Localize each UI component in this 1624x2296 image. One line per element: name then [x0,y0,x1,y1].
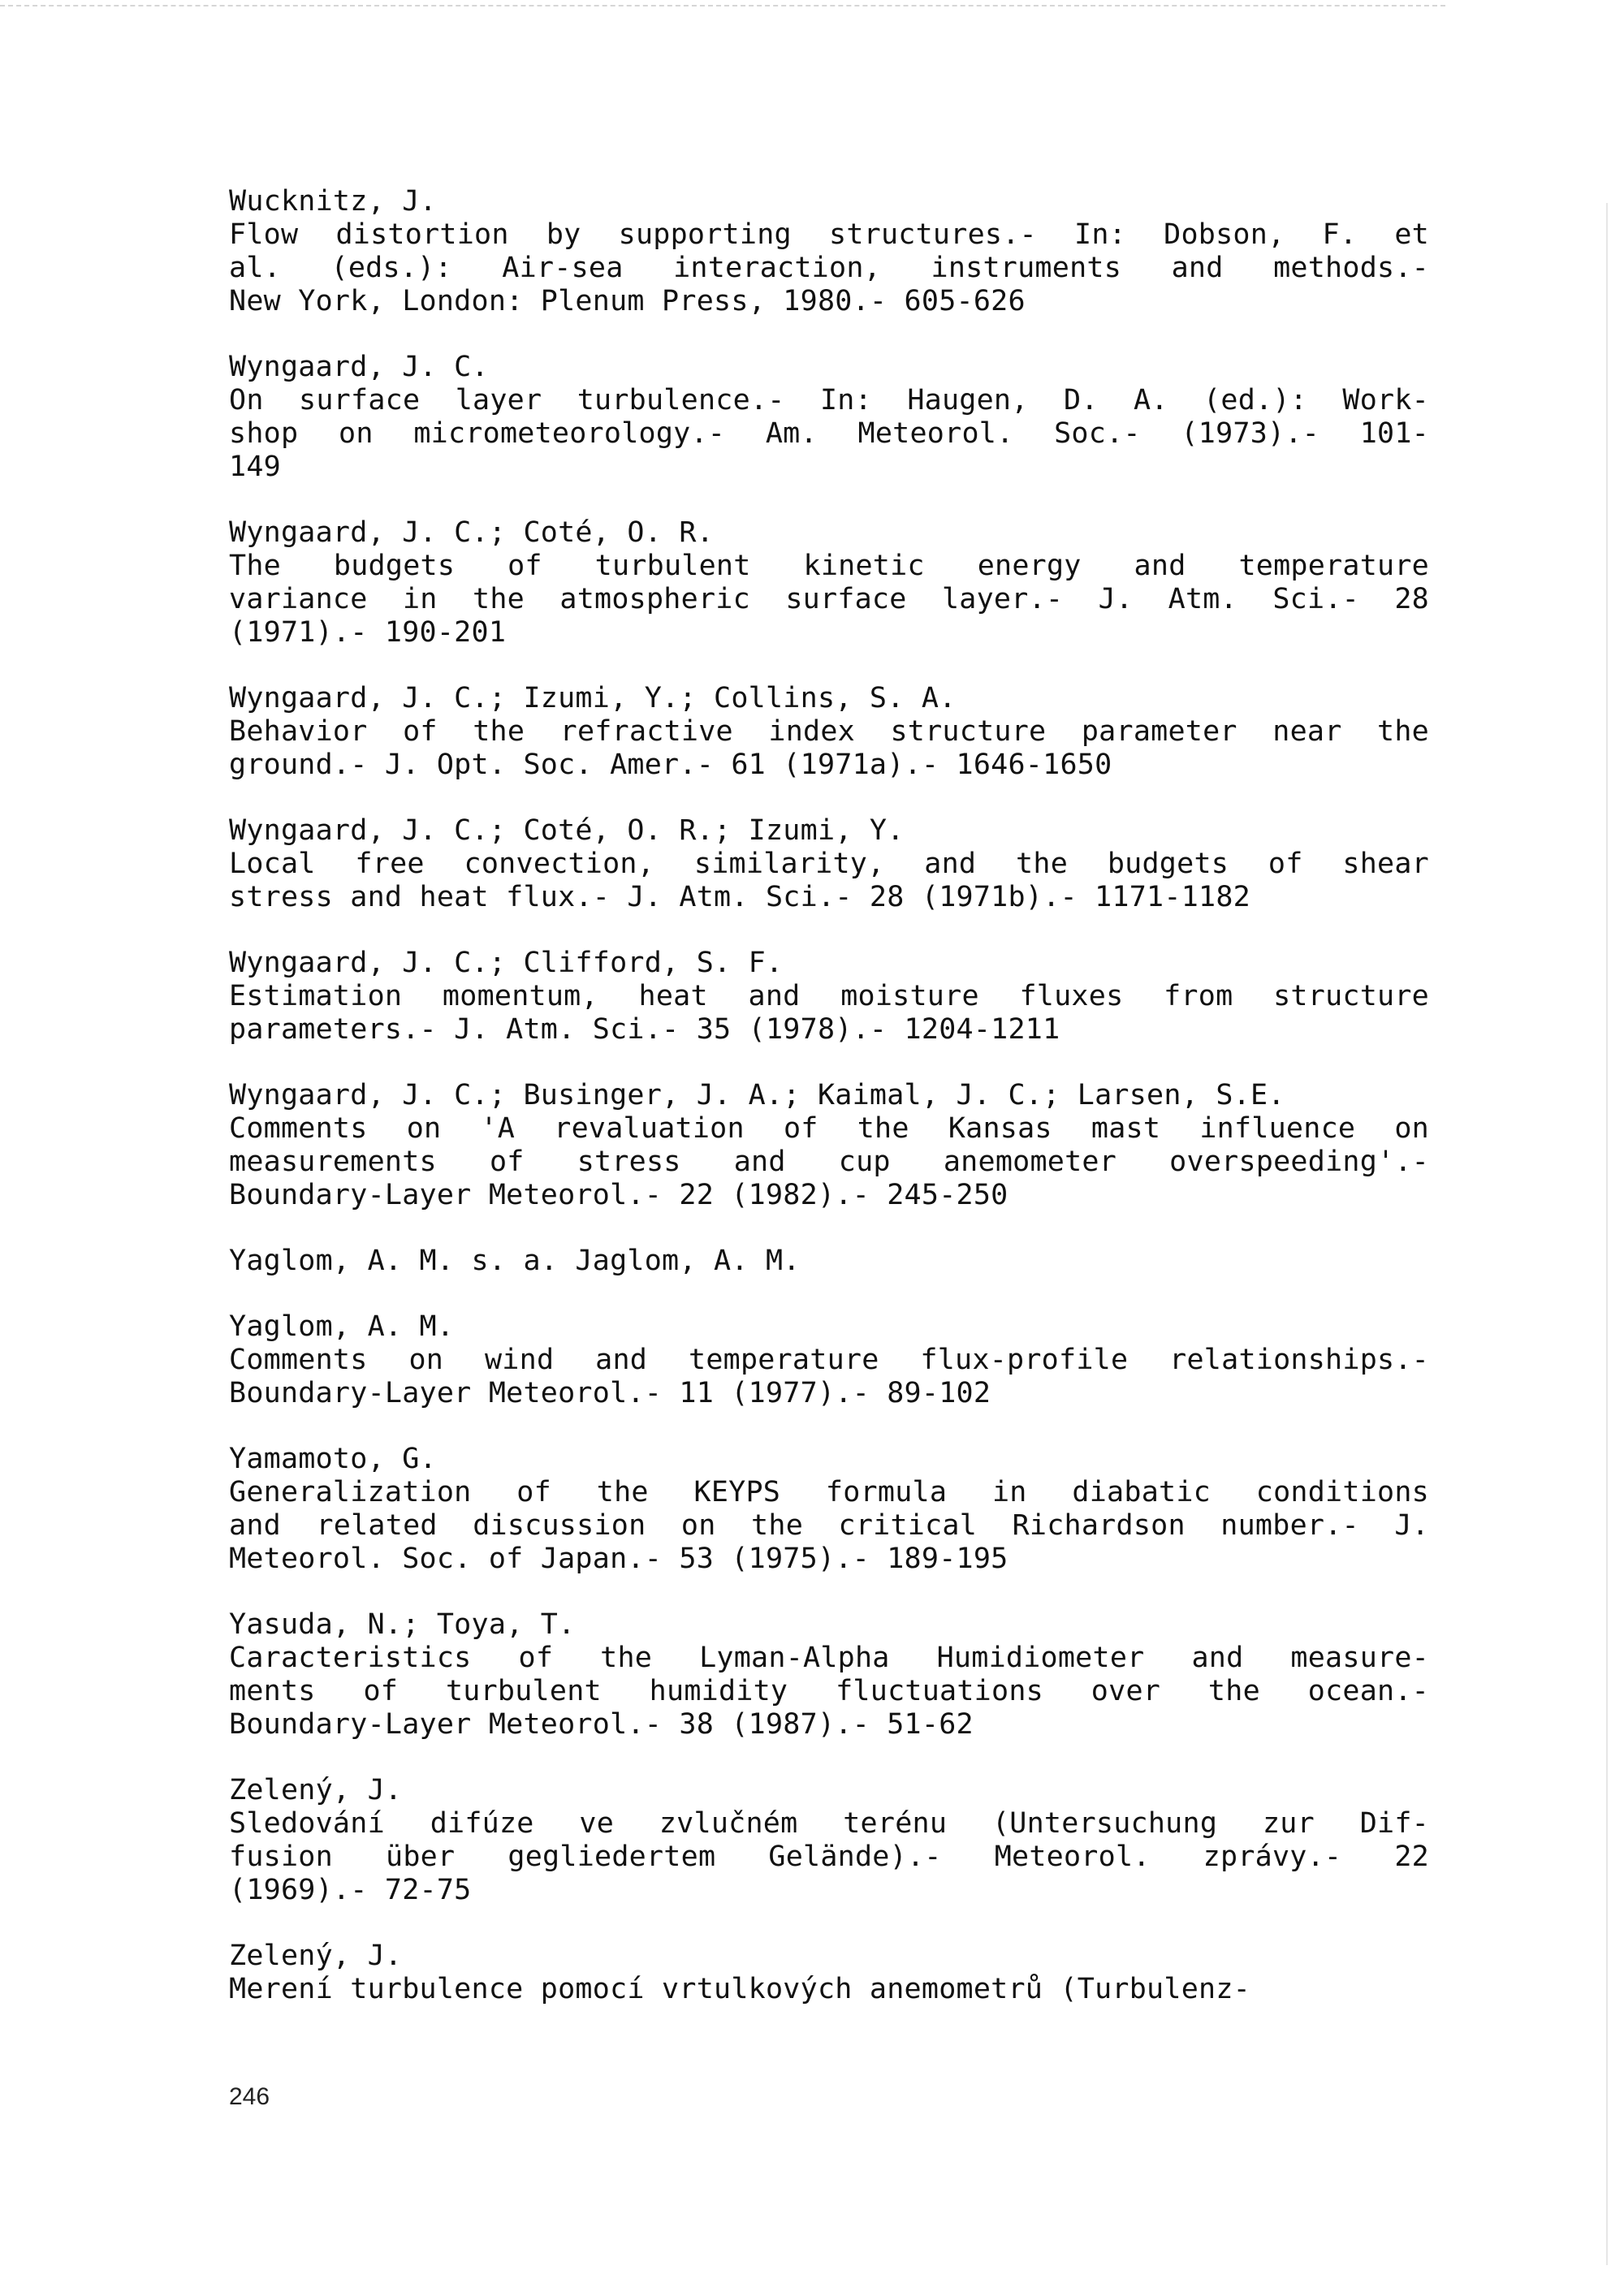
bibliography-entry [229,351,1429,484]
entry-text-line: variance in the atmospheric surface layer.- J. Atm. Sci.- 28 [229,583,1429,615]
bibliography-entry [229,1774,1429,1907]
entry-author: Wyngaard, J. C.; Coté, O. R.; Izumi, Y. [229,814,905,847]
entry-text-line: Local free convection, similarity, and the budgets of shear [229,848,1429,880]
entry-author: Wyngaard, J. C.; Izumi, Y.; Collins, S. A. [229,682,957,714]
entry-author: Zelený, J. [229,1940,403,1972]
bibliography-entry [229,516,1429,650]
entry-author: Wucknitz, J. [229,185,437,218]
entry-author: Zelený, J. [229,1774,403,1806]
entry-text-line: shop on micrometeorology.- Am. Meteorol. Soc.- (1973).- 101- [229,417,1429,450]
entry-text-line: (1971).- 190-201 [229,616,507,649]
entry-text-line: Behavior of the refractive index structure parameter near the [229,715,1429,748]
bibliography-entry [229,1443,1429,1576]
entry-text-line: (1969).- 72-75 [229,1874,472,1906]
entry-text-line: Meteorol. Soc. of Japan.- 53 (1975).- 189-195 [229,1543,1009,1575]
entry-text-line: Flow distortion by supporting structures.- In: Dobson, F. et [229,218,1429,251]
scan-top-edge [0,5,1445,6]
bibliography-entry [229,1940,1429,2006]
entry-author: Wyngaard, J. C. [229,351,489,383]
bibliography-entry [229,1608,1429,1741]
entry-text-line: ments of turbulent humidity fluctuations over the ocean.- [229,1675,1429,1707]
bibliography-entry [229,1079,1429,1212]
entry-text-line: 149 [229,451,281,483]
entry-text-line: Boundary-Layer Meteorol.- 22 (1982).- 245-250 [229,1179,1009,1211]
entry-text-line: Generalization of the KEYPS formula in diabatic conditions [229,1476,1429,1508]
entry-text-line: Boundary-Layer Meteorol.- 11 (1977).- 89-102 [229,1377,991,1409]
entry-text-line: and related discussion on the critical Richardson number.- J. [229,1509,1429,1542]
page-number: 246 [229,2083,270,2110]
entry-text-line: ground.- J. Opt. Soc. Amer.- 61 (1971a).- 1646-1650 [229,749,1112,781]
entry-text-line: Merení turbulence pomocí vrtulkových anemometrů (Turbulenz- [229,1973,1250,2005]
entry-author: Wyngaard, J. C.; Clifford, S. F. [229,947,784,979]
entry-text-line: parameters.- J. Atm. Sci.- 35 (1978).- 1204-1211 [229,1013,1060,1046]
entry-text-line: Boundary-Layer Meteorol.- 38 (1987).- 51-62 [229,1708,974,1741]
entry-text-line: Caracteristics of the Lyman-Alpha Humidiometer and measure- [229,1642,1429,1674]
entry-text-line: al. (eds.): Air-sea interaction, instruments and methods.- [229,252,1429,284]
entry-text-line: stress and heat flux.- J. Atm. Sci.- 28 (1971b).- 1171-1182 [229,881,1250,913]
bibliography-entry [229,1245,1429,1278]
bibliography-page [229,185,1429,2039]
entry-text-line: The budgets of turbulent kinetic energy and temperature [229,550,1429,582]
entry-text-line: Sledování difúze ve zvlučném terénu (Untersuchung zur Dif- [229,1807,1429,1840]
entry-author: Yasuda, N.; Toya, T. [229,1608,576,1641]
entry-author: Wyngaard, J. C.; Businger, J. A.; Kaimal, J. C.; Larsen, S.E. [229,1079,1285,1111]
bibliography-entry [229,947,1429,1047]
entry-text-line: New York, London: Plenum Press, 1980.- 605-626 [229,285,1026,317]
entry-author: Yamamoto, G. [229,1443,437,1475]
bibliography-entry [229,814,1429,914]
entry-text-line: Comments on 'A revaluation of the Kansas mast influence on [229,1112,1429,1145]
bibliography-entry [229,682,1429,782]
entry-author: Yaglom, A. M. s. a. Jaglom, A. M. [229,1245,801,1277]
entry-text-line: Comments on wind and temperature flux-profile relationships.- [229,1344,1429,1376]
bibliography-entry [229,185,1429,318]
entry-author: Wyngaard, J. C.; Coté, O. R. [229,516,715,549]
entry-text-line: fusion über gegliedertem Gelände).- Meteorol. zprávy.- 22 [229,1841,1429,1873]
bibliography-entry [229,1310,1429,1410]
scan-right-edge [1606,203,1608,2265]
entry-author: Yaglom, A. M. [229,1310,455,1343]
entry-text-line: Estimation momentum, heat and moisture fluxes from structure [229,980,1429,1012]
entry-text-line: On surface layer turbulence.- In: Haugen, D. A. (ed.): Work- [229,384,1429,416]
entry-text-line: measurements of stress and cup anemometer overspeeding'.- [229,1146,1429,1178]
